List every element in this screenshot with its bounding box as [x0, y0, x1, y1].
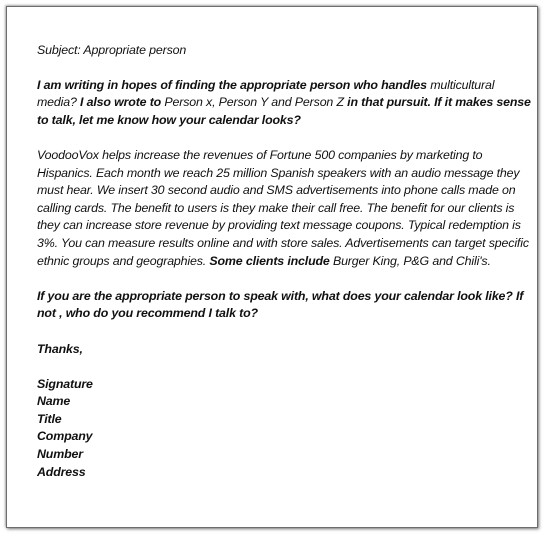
company-paragraph	[37, 147, 537, 270]
clients-bold: Some clients include	[206, 253, 330, 268]
pursuit-sentence-bold: in that pursuit. If it makes sense to talk, let me know how your calendar looks?	[37, 95, 531, 127]
subject-line: Subject: Appropriate person	[37, 43, 187, 57]
signature-block	[37, 376, 537, 482]
thanks-line: Thanks,	[37, 341, 83, 356]
person-names: Person x, Person Y and Person Z	[161, 95, 344, 110]
number-line: Number	[37, 447, 83, 462]
address-line: Address	[37, 464, 86, 479]
intro-sentence-bold: I am writing in hopes of finding the appropriate person who handles	[37, 77, 427, 92]
also-wrote-bold: I also wrote to	[76, 95, 162, 110]
closing-question: If you are the appropriate person to speak with, what does your calendar look like? If not , who do you recommend I talk to?	[37, 288, 524, 321]
company-description: VoodooVox helps increase the revenues of Fortune 500 companies by marketing to Hispanics. Each month we reach 25 million Spanish speakers with an audio message they must hear. We insert 30 second audio and SMS advertisements into phone calls made on calling cards. The benefit to users is they make their call free. The benefit for our clients is they can increase store revenue by providing text message coupons. Typical redemption is 3%. You can measure results online and with store sales. Advertisements can target specific ethnic groups and geographies.	[37, 147, 529, 268]
signature-line: Signature	[37, 376, 93, 391]
intro-sentence-normal: multicultural media?	[37, 77, 495, 110]
title-line: Title	[37, 411, 62, 426]
intro-paragraph	[37, 77, 537, 130]
name-line: Name	[37, 394, 71, 409]
clients-list: Burger King, P&G and Chili's.	[329, 253, 491, 268]
letter-body	[37, 42, 537, 481]
company-line: Company	[37, 429, 93, 444]
